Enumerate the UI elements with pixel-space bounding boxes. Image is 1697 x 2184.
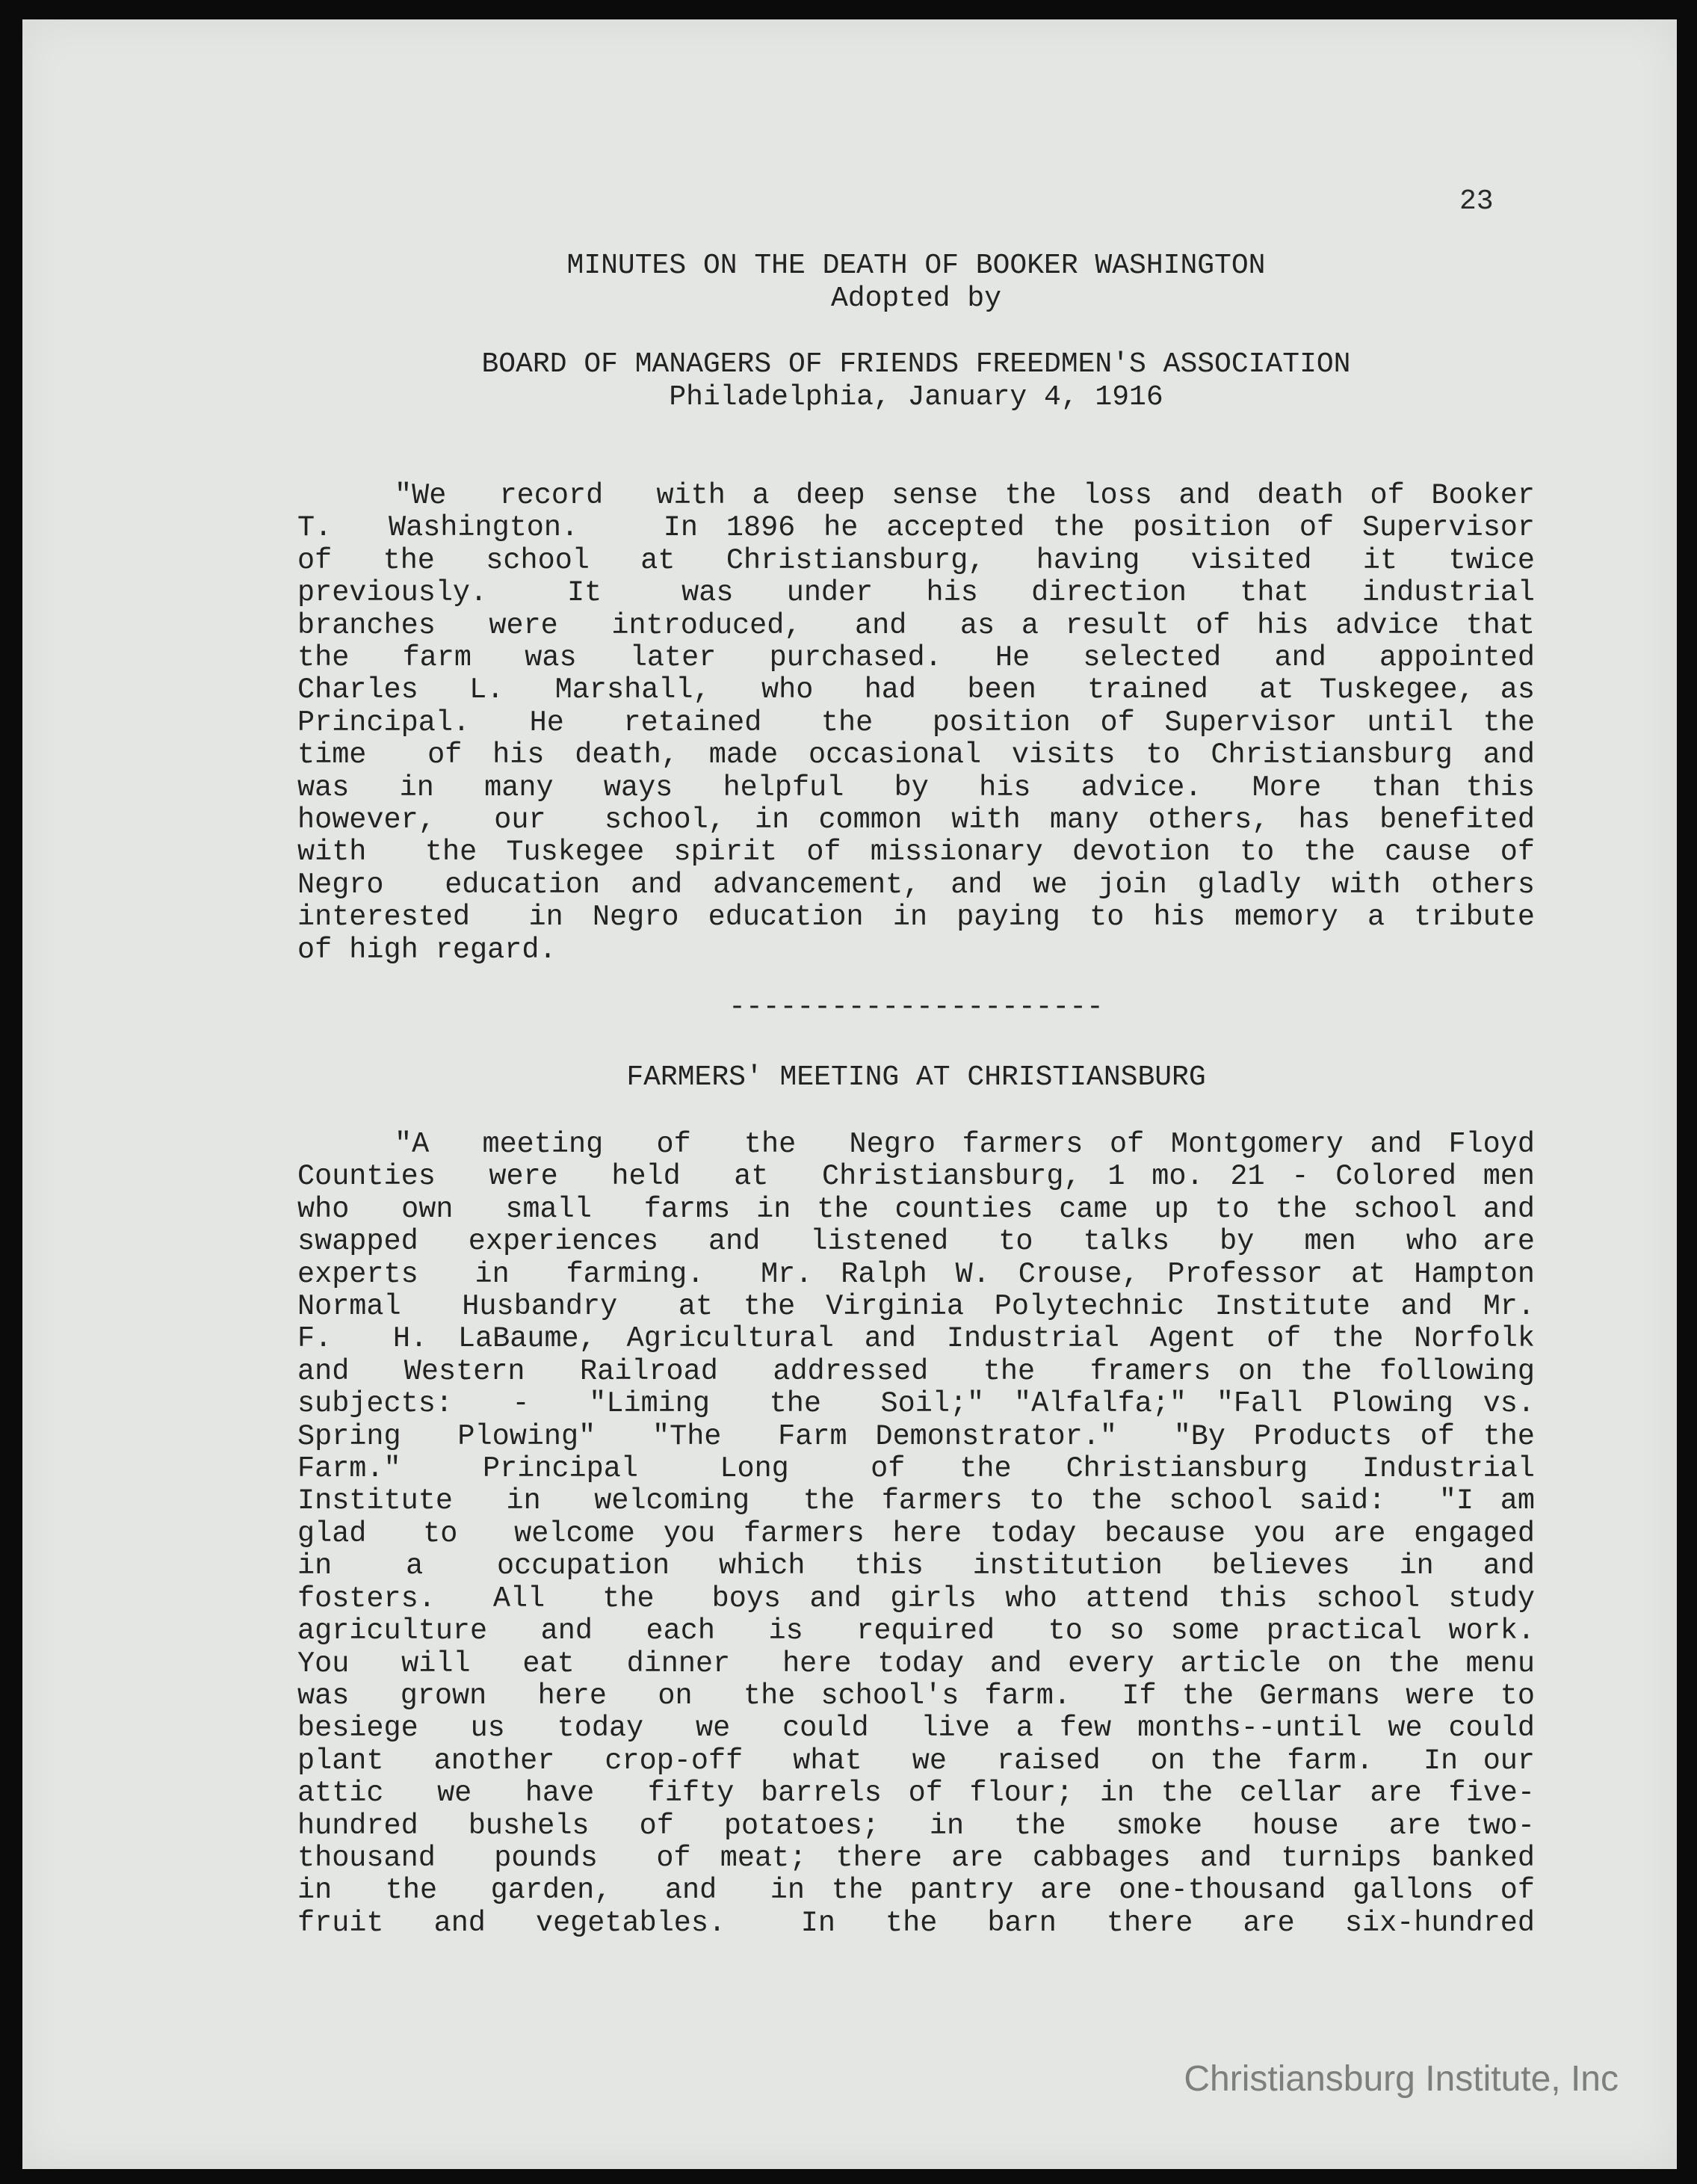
- text-line: Spring Plowing" "The Farm Demonstrator." "By Products of the: [297, 1419, 1535, 1453]
- text-line: experts in farming. Mr. Ralph W. Crouse, Professor at Hampton: [297, 1257, 1535, 1291]
- association-heading: [296, 348, 1536, 414]
- text-line: "A meeting of the Negro farmers of Montgomery and Floyd: [395, 1128, 1535, 1161]
- text-line: Institute in welcoming the farmers to the school said: "I am: [297, 1484, 1535, 1518]
- minutes-subtitle: Adopted by: [830, 283, 1002, 315]
- text-line: glad to welcome you farmers here today because you are engaged: [297, 1517, 1535, 1550]
- text-line: F. H. LaBaume, Agricultural and Industrial Agent of the Norfolk: [297, 1322, 1535, 1356]
- text-line: time of his death, made occasional visits to Christiansburg and: [297, 738, 1535, 772]
- text-line: You will eat dinner here today and every article on the menu: [297, 1647, 1535, 1680]
- text-line: subjects: - "Liming the Soil;" "Alfalfa;" "Fall Plowing vs.: [297, 1387, 1535, 1421]
- text-line: was in many ways helpful by his advice. More than this: [297, 771, 1535, 804]
- text-line: plant another crop-off what we raised on the farm. In our: [297, 1744, 1535, 1777]
- page-number: 23: [1459, 185, 1494, 218]
- text-line: previously. It was under his direction that industrial: [297, 576, 1535, 610]
- association-name: BOARD OF MANAGERS OF FRIENDS FREEDMEN'S ASSOCIATION: [481, 348, 1351, 380]
- section-separator: ----------------------: [729, 991, 1104, 1023]
- farmers-meeting-heading: [296, 1061, 1536, 1094]
- text-line: swapped experiences and listened to talks by men who are: [297, 1225, 1535, 1259]
- text-line: in a occupation which this institution believes in and: [297, 1549, 1535, 1583]
- text-line: Counties were held at Christiansburg, 1 mo. 21 - Colored men: [297, 1160, 1535, 1194]
- text-line: of high regard.: [297, 933, 557, 966]
- farmers-meeting-title: FARMERS' MEETING AT CHRISTIANSBURG: [626, 1061, 1206, 1093]
- text-line: "We record with a deep sense the loss and death of Booker: [395, 479, 1535, 512]
- text-line: T. Washington. In 1896 he accepted the position of Supervisor: [297, 511, 1535, 545]
- text-line: however, our school, in common with many others, has benefited: [297, 803, 1535, 837]
- farmers-meeting-paragraph: [297, 1129, 1535, 1940]
- text-line: and Western Railroad addressed the framers on the following: [297, 1354, 1535, 1388]
- text-line: agriculture and each is required to so some practical work.: [297, 1614, 1535, 1648]
- minutes-title: MINUTES ON THE DEATH OF BOOKER WASHINGTON: [566, 250, 1266, 282]
- text-line: hundred bushels of potatoes; in the smoke house are two-: [297, 1809, 1535, 1842]
- text-line: was grown here on the school's farm. If the Germans were to: [297, 1679, 1535, 1712]
- text-line: with the Tuskegee spirit of missionary devotion to the cause of: [297, 836, 1535, 869]
- text-line: the farm was later purchased. He selected and appointed: [297, 641, 1535, 675]
- text-line: thousand pounds of meat; there are cabbages and turnips banked: [297, 1841, 1535, 1875]
- text-line: Negro education and advancement, and we join gladly with others: [297, 868, 1535, 901]
- watermark: Christiansburg Institute, Inc: [1184, 2059, 1619, 2099]
- text-line: Normal Husbandry at the Virginia Polytechnic Institute and Mr.: [297, 1290, 1535, 1324]
- text-line: fruit and vegetables. In the barn there are six-hundred: [297, 1906, 1535, 1940]
- text-line: Principal. He retained the position of Supervisor until the: [297, 706, 1535, 739]
- text-line: in the garden, and in the pantry are one-thousand gallons of: [297, 1874, 1535, 1907]
- minutes-heading: [296, 250, 1536, 315]
- minutes-paragraph: [297, 480, 1535, 966]
- text-line: besiege us today we could live a few months--until we could: [297, 1712, 1535, 1745]
- text-line: of the school at Christiansburg, having visited it twice: [297, 543, 1535, 577]
- text-line: who own small farms in the counties came up to the school and: [297, 1192, 1535, 1226]
- text-line: attic we have fifty barrels of flour; in the cellar are five-: [297, 1777, 1535, 1810]
- text-line: interested in Negro education in paying to his memory a tribute: [297, 901, 1535, 934]
- place-date: Philadelphia, January 4, 1916: [669, 381, 1163, 413]
- text-line: Farm." Principal Long of the Christiansburg Industrial: [297, 1452, 1535, 1486]
- text-line: Charles L. Marshall, who had been trained at Tuskegee, as: [297, 673, 1535, 707]
- text-line: branches were introduced, and as a result of his advice that: [297, 608, 1535, 642]
- text-line: fosters. All the boys and girls who attend this school study: [297, 1582, 1535, 1615]
